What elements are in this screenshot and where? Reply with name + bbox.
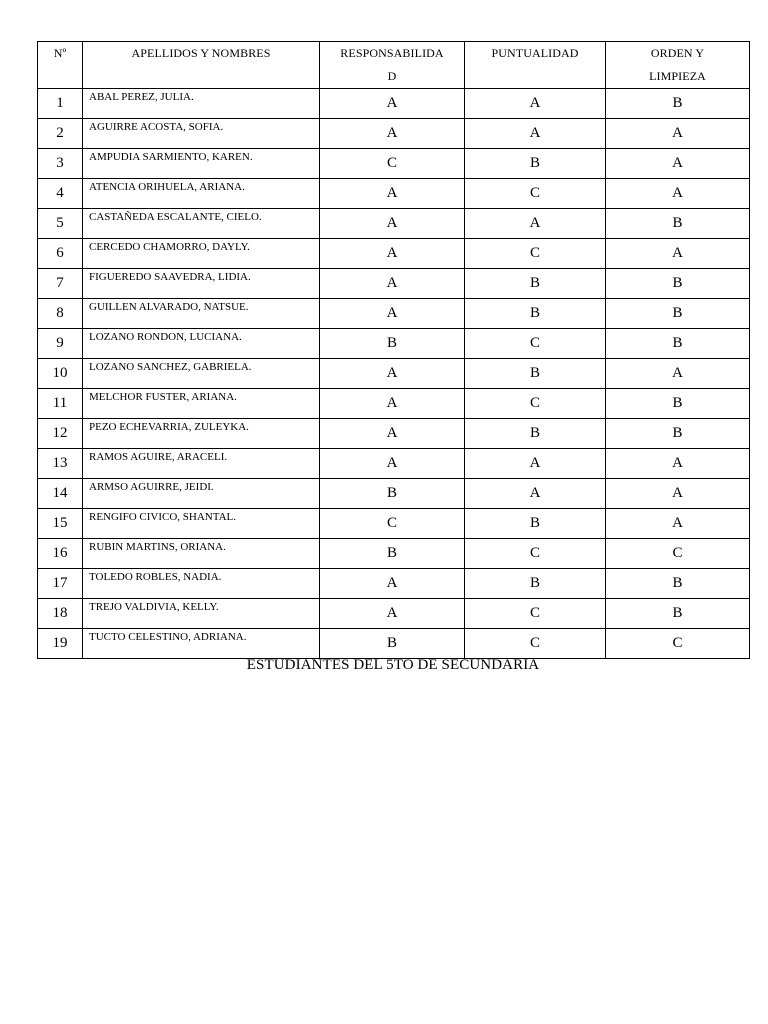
grade-responsabilidad: B [320,479,465,509]
student-name: TOLEDO ROBLES, NADIA. [83,569,320,599]
table-row [38,149,750,179]
student-name: LOZANO SANCHEZ, GABRIELA. [83,359,320,389]
grade-puntualidad: C [465,599,606,629]
header-orden-line1: ORDEN Y [650,46,705,60]
table-row [38,299,750,329]
grade-responsabilidad: A [320,269,465,299]
table-row [38,449,750,479]
header-row [38,42,750,89]
grade-orden-limpieza: A [606,149,750,179]
row-number: 11 [38,389,83,419]
grade-orden-limpieza: A [606,179,750,209]
table-row [38,89,750,119]
document-sheet [37,41,749,673]
grade-responsabilidad: C [320,509,465,539]
grade-puntualidad: B [465,419,606,449]
grades-table [37,41,750,659]
grade-responsabilidad: A [320,179,465,209]
table-row [38,629,750,659]
grade-responsabilidad: A [320,389,465,419]
grade-orden-limpieza: B [606,329,750,359]
grade-orden-limpieza: B [606,569,750,599]
grade-orden-limpieza: A [606,479,750,509]
header-name: APELLIDOS Y NOMBRES [83,42,320,89]
grade-responsabilidad: A [320,569,465,599]
grade-puntualidad: C [465,539,606,569]
row-number: 9 [38,329,83,359]
row-number: 4 [38,179,83,209]
table-row [38,359,750,389]
row-number: 13 [38,449,83,479]
row-number: 14 [38,479,83,509]
grade-orden-limpieza: C [606,539,750,569]
table-row [38,239,750,269]
grade-responsabilidad: A [320,209,465,239]
grade-puntualidad: C [465,389,606,419]
grade-puntualidad: A [465,479,606,509]
grade-responsabilidad: A [320,119,465,149]
table-row [38,479,750,509]
header-puntualidad: PUNTUALIDAD [465,42,606,89]
grade-puntualidad: B [465,359,606,389]
grade-puntualidad: C [465,629,606,659]
header-orden-limpieza [606,42,750,89]
row-number: 12 [38,419,83,449]
student-name: ARMSO AGUIRRE, JEIDI. [83,479,320,509]
table-row [38,419,750,449]
student-name: RAMOS AGUIRE, ARACELI. [83,449,320,479]
student-name: CERCEDO CHAMORRO, DAYLY. [83,239,320,269]
grade-orden-limpieza: B [606,389,750,419]
header-responsabilidad-line2: D [387,69,397,83]
grade-responsabilidad: A [320,239,465,269]
header-number: Nº [38,42,83,89]
student-name: FIGUEREDO SAAVEDRA, LIDIA. [83,269,320,299]
grade-responsabilidad: B [320,629,465,659]
row-number: 10 [38,359,83,389]
grade-orden-limpieza: A [606,239,750,269]
grade-responsabilidad: A [320,449,465,479]
grade-orden-limpieza: B [606,89,750,119]
student-name: TUCTO CELESTINO, ADRIANA. [83,629,320,659]
grade-orden-limpieza: B [606,209,750,239]
grade-orden-limpieza: C [606,629,750,659]
grade-puntualidad: A [465,209,606,239]
row-number: 15 [38,509,83,539]
row-number: 2 [38,119,83,149]
row-number: 3 [38,149,83,179]
row-number: 1 [38,89,83,119]
student-name: PEZO ECHEVARRIA, ZULEYKA. [83,419,320,449]
header-responsabilidad-line1: RESPONSABILIDA [340,46,444,60]
grade-puntualidad: C [465,329,606,359]
table-row [38,119,750,149]
student-name: MELCHOR FUSTER, ARIANA. [83,389,320,419]
grade-orden-limpieza: B [606,269,750,299]
grade-puntualidad: B [465,269,606,299]
grade-responsabilidad: A [320,89,465,119]
grade-orden-limpieza: B [606,419,750,449]
table-header [38,42,750,89]
grade-puntualidad: C [465,239,606,269]
row-number: 8 [38,299,83,329]
grade-orden-limpieza: B [606,599,750,629]
table-body [38,89,750,659]
student-name: AMPUDIA SARMIENTO, KAREN. [83,149,320,179]
row-number: 16 [38,539,83,569]
table-row [38,599,750,629]
student-name: ABAL PEREZ, JULIA. [83,89,320,119]
student-name: RUBIN MARTINS, ORIANA. [83,539,320,569]
grade-orden-limpieza: A [606,359,750,389]
table-row [38,509,750,539]
table-caption: ESTUDIANTES DEL 5TO DE SECUNDARIA [246,657,540,673]
grade-orden-limpieza: A [606,449,750,479]
grade-puntualidad: A [465,89,606,119]
table-row [38,269,750,299]
row-number: 7 [38,269,83,299]
grade-puntualidad: B [465,569,606,599]
header-responsabilidad [320,42,465,89]
table-row [38,569,750,599]
grade-responsabilidad: A [320,599,465,629]
row-number: 18 [38,599,83,629]
grade-responsabilidad: A [320,359,465,389]
grade-orden-limpieza: A [606,119,750,149]
grade-puntualidad: B [465,509,606,539]
student-name: AGUIRRE ACOSTA, SOFIA. [83,119,320,149]
grade-puntualidad: B [465,149,606,179]
table-row [38,179,750,209]
student-name: LOZANO RONDON, LUCIANA. [83,329,320,359]
grade-orden-limpieza: A [606,509,750,539]
row-number: 17 [38,569,83,599]
student-name: ATENCIA ORIHUELA, ARIANA. [83,179,320,209]
grade-puntualidad: C [465,179,606,209]
header-orden-line2: LIMPIEZA [649,69,706,83]
student-name: CASTAÑEDA ESCALANTE, CIELO. [83,209,320,239]
grade-responsabilidad: B [320,329,465,359]
grade-puntualidad: B [465,299,606,329]
grade-orden-limpieza: B [606,299,750,329]
student-name: GUILLEN ALVARADO, NATSUE. [83,299,320,329]
grade-responsabilidad: B [320,539,465,569]
row-number: 19 [38,629,83,659]
row-number: 5 [38,209,83,239]
grade-responsabilidad: A [320,419,465,449]
table-row [38,389,750,419]
grade-responsabilidad: A [320,299,465,329]
grade-puntualidad: A [465,119,606,149]
student-name: RENGIFO CIVICO, SHANTAL. [83,509,320,539]
grade-responsabilidad: C [320,149,465,179]
row-number: 6 [38,239,83,269]
table-row [38,209,750,239]
student-name: TREJO VALDIVIA, KELLY. [83,599,320,629]
grade-puntualidad: A [465,449,606,479]
table-row [38,539,750,569]
table-row [38,329,750,359]
